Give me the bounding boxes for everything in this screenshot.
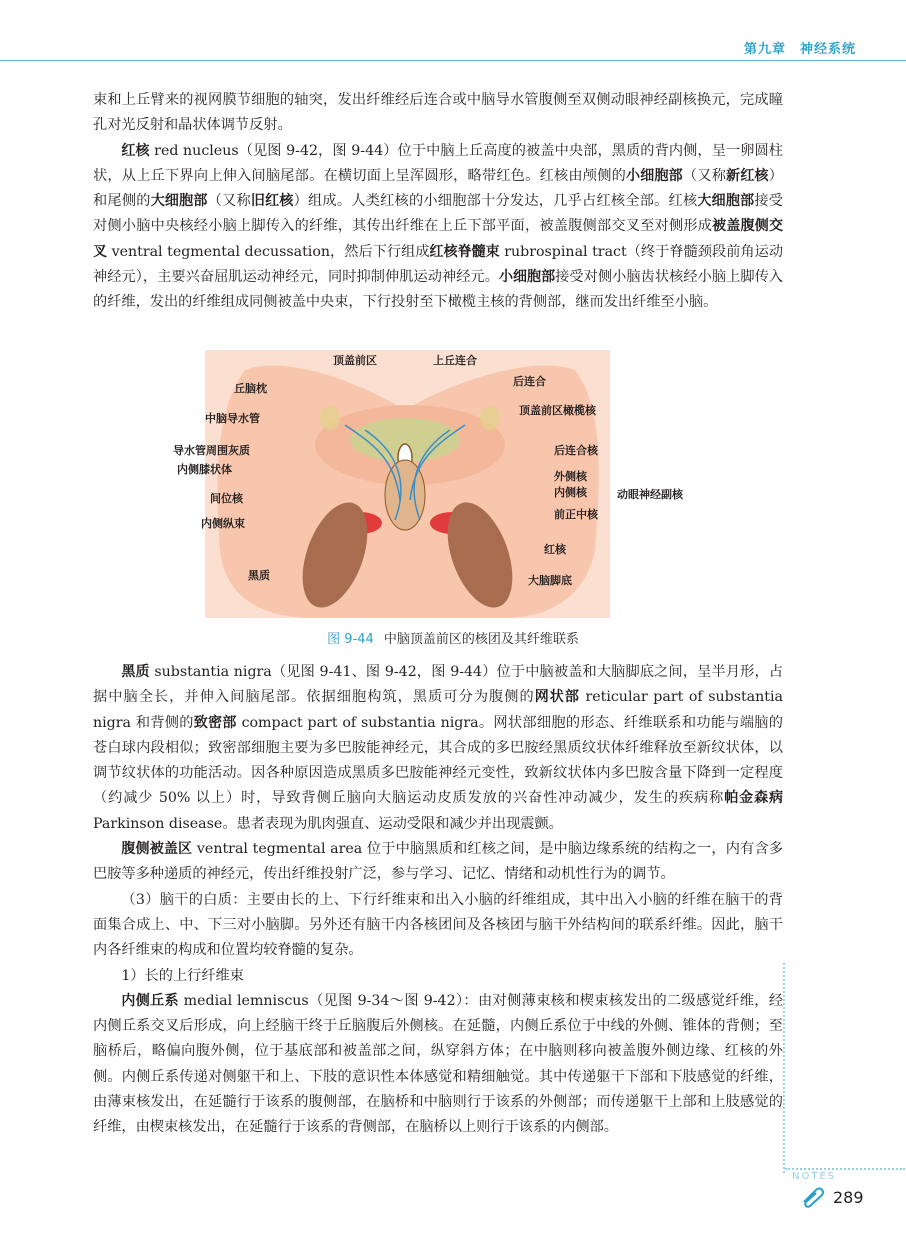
label-medial-longitudinal-fasciculus: 内侧纵束 [201,517,245,530]
running-header [0,38,906,62]
figure-number: 图 9-44 [327,632,374,647]
label-anterior-median-nucleus: 前正中核 [554,508,598,521]
label-medial-geniculate: 内侧膝状体 [177,463,232,476]
figure-midbrain-pretectal [173,350,683,618]
paragraph-red-nucleus: 红核 red nucleus（见图 9-42，图 9-44）位于中脑上丘高度的被盖中央部，黑质的背内侧，呈一卵圆柱状，从上丘下界向上伸入间脑尾部。在横切面上呈浑圆形，略带红色。红核由颅侧的小细胞部（又称新红核）和尾侧的大细胞部（又称旧红核）组成。人类红核的小细胞部十分发达，几乎占红核全部。红核大细胞部接受对侧小脑中央核经小脑上脚传入的纤维，其传出纤维在上丘下部平面，被盖腹侧部交叉至对侧形成被盖腹侧交叉 ventral tegmental decussation，然后下行组成红核脊髓束 rubrospinal tract（终于脊髓颈段前角运动神经元），主要兴奋屈肌运动神经元，同时抑制伸肌运动神经元。小细胞部接受对侧小脑齿状核经小脑上脚传入的纤维，发出的纤维组成同侧被盖中央束，下行投射至下橄榄主核的背侧部，继而发出纤维至小脑。 [93,142,784,311]
label-accessory-oculomotor: 动眼神经副核 [617,488,683,501]
label-periaqueductal-gray: 导水管周围灰质 [173,444,250,457]
label-superior-colliculus-commissure: 上丘连合 [433,354,477,367]
figure-title: 中脑顶盖前区的核团及其纤维联系 [383,632,579,647]
paragraph-1: 束和上丘臂来的视网膜节细胞的轴突，发出纤维经后连合或中脑导水管腹侧至双侧动眼神经副核换元，完成瞳孔对光反射和晶状体调节反射。 [93,92,783,134]
label-lateral-nucleus: 外侧核 [554,470,587,483]
label-red-nucleus: 红核 [544,543,566,556]
paragraph-substantia-nigra: 黑质 substantia nigra（见图 9-41、图 9-42，图 9-44）位于中脑被盖和大脑脚底之间，呈半月形，占据中脑全长，并伸入间脑尾部。依据细胞构筑，黑质可分为腹侧的网状部 reticular part of substantia nigra 和背侧的致密部 compact part of substantia nigra。网状部细胞的形态、纤维联系和功能与端脑的苍白球内段相似；致密部细胞主要为多巴胺能神经元，其合成的多巴胺经黑质纹状体纤维释放至新纹状体，以调节纹状体的功能活动。因各种原因造成黑质多巴胺能神经元变性，致新纹状体内多巴胺含量下降到一定程度（约减少 50% 以上）时，导致背侧丘脑向大脑运动皮质发放的兴奋性冲动减少，发生的疾病称帕金森病 Parkinson disease。患者表现为肌肉强直、运动受限和减少并出现震颤。 [93,664,784,832]
label-pretectal-area: 顶盖前区 [333,354,377,367]
paperclip-icon [800,1186,826,1212]
term-red-nucleus: 红核 [121,142,150,159]
chapter-title: 第九章 神经系统 [743,42,856,57]
label-pulvinar: 丘脑枕 [234,382,267,395]
header-rule [0,60,906,61]
label-cerebral-aqueduct: 中脑导水管 [205,412,260,425]
page-number: 289 [833,1188,864,1207]
label-olivary-pretectal-nucleus: 顶盖前区橄榄核 [519,404,596,417]
text-block-bottom [93,660,783,1141]
paragraph-white-matter: （3）脑干的白质：主要由长的上、下行纤维束和出入小脑的纤维组成，其中出入小脑的纤维在脑干的背面集合成上、中、下三对小脑脚。另外还有脑干内各核团间及各核团与脑干外结构间的联系纤维。因此，脑干内各纤维束的构成和位置均较脊髓的复杂。 [93,891,783,959]
text-block-top [93,88,783,316]
label-medial-nucleus: 内侧核 [554,486,587,499]
figure-caption [0,628,906,647]
label-interstitial-nucleus: 间位核 [210,492,243,505]
subheading-ascending-tracts: 1）长的上行纤维束 [121,967,244,984]
notes-label: NOTES [792,1171,837,1182]
label-posterior-commissure: 后连合 [513,375,546,388]
label-posterior-commissure-nucleus: 后连合核 [554,444,598,457]
notes-margin-line [783,963,786,1173]
paragraph-vta: 腹侧被盖区 ventral tegmental area 位于中脑黑质和红核之间，是中脑边缘系统的结构之一，内有含多巴胺等多种递质的神经元，传出纤维投射广泛，参与学习、记忆、情绪和动机性行为的调节。 [93,841,784,883]
label-cerebral-peduncle-base: 大脑脚底 [528,574,572,587]
label-substantia-nigra: 黑质 [248,569,270,582]
paragraph-medial-lemniscus: 内侧丘系 medial lemniscus（见图 9-34～图 9-42）：由对侧薄束核和楔束核发出的二级感觉纤维，经内侧丘系交叉后形成，向上经脑干终于丘脑腹后外侧核。在延髓，内侧丘系位于中线的外侧、锥体的背侧；至脑桥后，略偏向腹外侧，位于基底部和被盖部之间，纵穿斜方体；在中脑则移向被盖腹外侧边缘、红核的外侧。内侧丘系传递对侧躯干和上、下肢的意识性本体感觉和精细触觉。其中传递躯干下部和下肢感觉的纤维，由薄束核发出，在延髓行于该系的腹侧部，在脑桥和中脑则行于该系的外侧部；而传递躯干上部和上肢感觉的纤维，由楔束核发出，在延髓行于该系的背侧部，在脑桥以上则行于该系的内侧部。 [93,992,784,1136]
